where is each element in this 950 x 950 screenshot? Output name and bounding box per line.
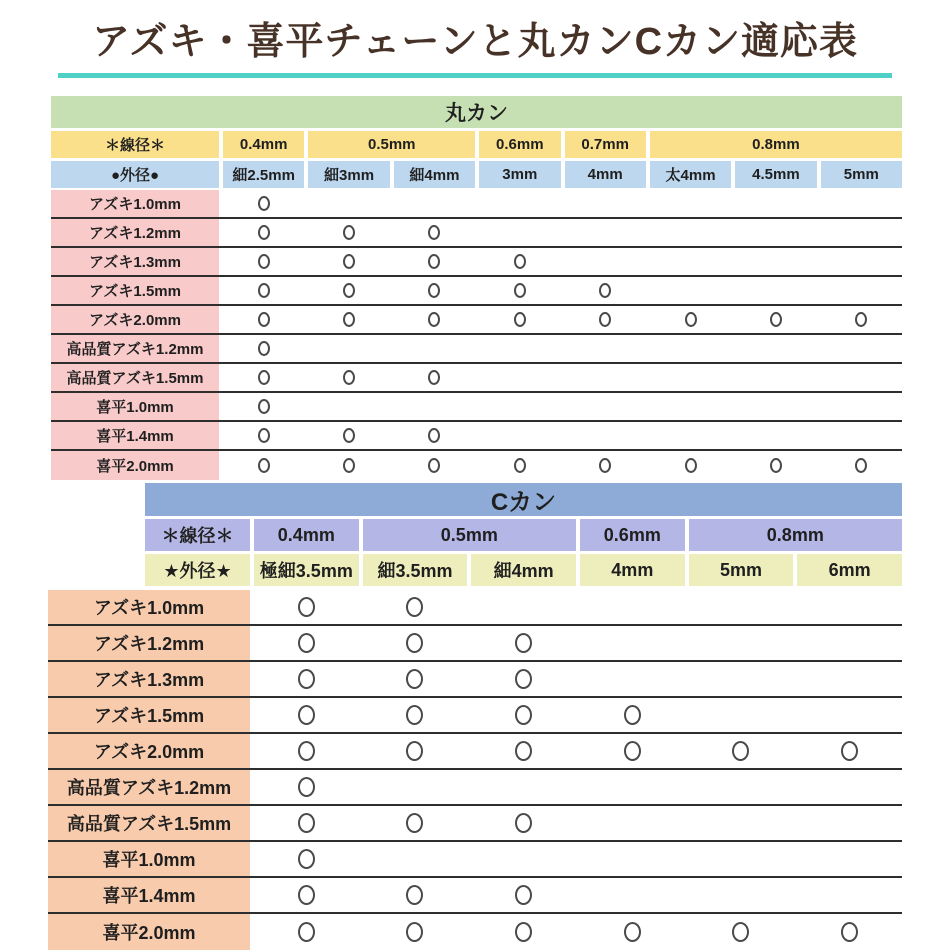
- table-row: [48, 698, 902, 734]
- compat-mark-circle: [406, 597, 423, 617]
- chain-type-label: 高品質アズキ1.5mm: [48, 806, 250, 840]
- compat-cell: [565, 393, 646, 420]
- wire-size-header: 0.6mm: [580, 519, 685, 551]
- compat-mark-circle: [685, 312, 697, 327]
- compat-cell: [580, 698, 685, 732]
- compat-cell: [735, 277, 816, 304]
- compat-cell: [254, 698, 359, 732]
- compat-cell: [689, 806, 794, 840]
- compat-cell: [363, 698, 468, 732]
- wire-size-header: 0.7mm: [565, 131, 646, 158]
- outer-size-header: 4mm: [565, 161, 646, 188]
- table-row: [51, 306, 902, 335]
- compat-mark-circle: [258, 428, 270, 443]
- chain-type-label: アズキ1.3mm: [48, 662, 250, 696]
- compat-cell: [650, 451, 731, 480]
- compat-cell: [254, 914, 359, 950]
- compat-cell: [735, 219, 816, 246]
- wire-size-header: 0.4mm: [223, 131, 304, 158]
- compat-cell: [689, 770, 794, 804]
- table-row: [48, 842, 902, 878]
- compat-cell: [223, 306, 304, 333]
- compat-cell: [735, 248, 816, 275]
- ckan-wire-row: [145, 519, 902, 551]
- compat-cell: [223, 335, 304, 362]
- compat-cell: [223, 393, 304, 420]
- compat-cell: [471, 770, 576, 804]
- compat-cell: [254, 590, 359, 624]
- table-row: [48, 734, 902, 770]
- compat-mark-circle: [343, 283, 355, 298]
- compat-mark-circle: [514, 254, 526, 269]
- compat-cell: [689, 734, 794, 768]
- compat-cell: [254, 662, 359, 696]
- compat-cell: [797, 806, 902, 840]
- compat-mark-circle: [298, 669, 315, 689]
- compat-mark-circle: [428, 283, 440, 298]
- chain-type-label: 喜平2.0mm: [51, 451, 219, 480]
- chain-type-label: 喜平1.4mm: [51, 422, 219, 449]
- compat-cell: [308, 277, 389, 304]
- compat-mark-circle: [515, 813, 532, 833]
- compat-mark-circle: [406, 669, 423, 689]
- compat-cell: [479, 364, 560, 391]
- compat-mark-circle: [770, 458, 782, 473]
- compat-mark-circle: [258, 341, 270, 356]
- table-row: [51, 190, 902, 219]
- compat-cell: [565, 277, 646, 304]
- chain-type-label: 喜平1.0mm: [48, 842, 250, 876]
- compat-mark-circle: [298, 849, 315, 869]
- table-row: [51, 219, 902, 248]
- compat-cell: [308, 306, 389, 333]
- compat-mark-circle: [258, 370, 270, 385]
- compat-mark-circle: [298, 633, 315, 653]
- outer-size-header: 3mm: [479, 161, 560, 188]
- compat-cell: [308, 451, 389, 480]
- compat-mark-circle: [343, 370, 355, 385]
- compat-cell: [565, 335, 646, 362]
- compat-mark-circle: [258, 196, 270, 211]
- outer-size-header: 細4mm: [471, 554, 576, 586]
- compat-cell: [308, 248, 389, 275]
- compat-mark-circle: [343, 225, 355, 240]
- compat-mark-circle: [624, 741, 641, 761]
- compat-cell: [797, 590, 902, 624]
- table-row: [51, 393, 902, 422]
- compat-cell: [471, 734, 576, 768]
- compat-cell: [471, 590, 576, 624]
- table-row: [48, 914, 902, 950]
- marukan-outer-row: [51, 161, 902, 188]
- compat-cell: [254, 626, 359, 660]
- compat-cell: [580, 734, 685, 768]
- compat-cell: [254, 770, 359, 804]
- compat-cell: [394, 248, 475, 275]
- compat-cell: [565, 190, 646, 217]
- compat-cell: [650, 219, 731, 246]
- compat-cell: [223, 364, 304, 391]
- compat-mark-circle: [406, 633, 423, 653]
- compat-cell: [394, 219, 475, 246]
- compat-mark-circle: [514, 312, 526, 327]
- outer-size-header: 極細3.5mm: [254, 554, 359, 586]
- compat-cell: [308, 335, 389, 362]
- chain-type-label: 喜平2.0mm: [48, 914, 250, 950]
- compat-cell: [565, 219, 646, 246]
- compat-cell: [797, 734, 902, 768]
- table-row: [51, 248, 902, 277]
- compat-cell: [223, 248, 304, 275]
- compat-mark-circle: [298, 705, 315, 725]
- compat-cell: [363, 842, 468, 876]
- table-row: [48, 626, 902, 662]
- outer-size-header: 細2.5mm: [223, 161, 304, 188]
- compat-cell: [821, 451, 902, 480]
- compat-cell: [394, 451, 475, 480]
- compat-cell: [479, 422, 560, 449]
- compat-cell: [580, 842, 685, 876]
- compat-cell: [735, 190, 816, 217]
- compat-cell: [479, 277, 560, 304]
- compat-cell: [797, 662, 902, 696]
- compat-mark-circle: [298, 741, 315, 761]
- compat-cell: [479, 306, 560, 333]
- compat-cell: [479, 335, 560, 362]
- compat-cell: [650, 335, 731, 362]
- compat-mark-circle: [732, 922, 749, 942]
- outer-size-header: 6mm: [797, 554, 902, 586]
- compat-cell: [821, 219, 902, 246]
- compat-mark-circle: [855, 458, 867, 473]
- compat-cell: [479, 219, 560, 246]
- compat-cell: [580, 626, 685, 660]
- compat-cell: [821, 248, 902, 275]
- compat-cell: [580, 914, 685, 950]
- compat-mark-circle: [298, 885, 315, 905]
- marukan-wire-row: [51, 131, 902, 158]
- compat-mark-circle: [406, 705, 423, 725]
- compat-cell: [363, 626, 468, 660]
- compat-mark-circle: [599, 312, 611, 327]
- compat-cell: [580, 662, 685, 696]
- compat-cell: [821, 364, 902, 391]
- compat-mark-circle: [406, 741, 423, 761]
- compat-cell: [689, 590, 794, 624]
- compat-mark-circle: [298, 597, 315, 617]
- compat-cell: [580, 878, 685, 912]
- compat-mark-circle: [406, 885, 423, 905]
- compat-cell: [471, 806, 576, 840]
- chain-type-label: 高品質アズキ1.5mm: [51, 364, 219, 391]
- compat-mark-circle: [514, 458, 526, 473]
- wire-size-header: 0.8mm: [689, 519, 902, 551]
- compat-cell: [223, 451, 304, 480]
- compat-cell: [565, 451, 646, 480]
- compat-cell: [223, 422, 304, 449]
- compat-cell: [479, 393, 560, 420]
- compat-mark-circle: [428, 458, 440, 473]
- compat-mark-circle: [258, 225, 270, 240]
- compat-cell: [254, 734, 359, 768]
- compat-mark-circle: [406, 813, 423, 833]
- compat-mark-circle: [841, 922, 858, 942]
- chain-type-label: アズキ2.0mm: [48, 734, 250, 768]
- outer-diameter-label: ●外径●: [51, 161, 219, 188]
- compat-cell: [797, 698, 902, 732]
- compat-cell: [565, 422, 646, 449]
- chain-type-label: アズキ1.2mm: [48, 626, 250, 660]
- outer-size-header: 太4mm: [650, 161, 731, 188]
- compat-mark-circle: [855, 312, 867, 327]
- compat-mark-circle: [298, 813, 315, 833]
- compat-cell: [821, 190, 902, 217]
- compat-mark-circle: [515, 922, 532, 942]
- compat-cell: [254, 878, 359, 912]
- compat-cell: [479, 451, 560, 480]
- compat-mark-circle: [428, 312, 440, 327]
- table-row: [51, 364, 902, 393]
- wire-size-header: 0.4mm: [254, 519, 359, 551]
- outer-size-header: 4mm: [580, 554, 685, 586]
- compat-cell: [394, 393, 475, 420]
- compat-cell: [363, 914, 468, 950]
- page-title: アズキ・喜平チェーンと丸カンCカン適応表: [58, 17, 892, 78]
- compat-cell: [650, 364, 731, 391]
- compat-cell: [223, 219, 304, 246]
- compat-mark-circle: [298, 922, 315, 942]
- compat-mark-circle: [298, 777, 315, 797]
- chain-type-label: アズキ1.0mm: [48, 590, 250, 624]
- compat-cell: [394, 422, 475, 449]
- compat-cell: [821, 277, 902, 304]
- compat-cell: [650, 306, 731, 333]
- compat-cell: [254, 842, 359, 876]
- table-row: [51, 451, 902, 480]
- title-wrap: [0, 0, 950, 78]
- compat-cell: [308, 190, 389, 217]
- compat-cell: [394, 306, 475, 333]
- chain-type-label: 喜平1.0mm: [51, 393, 219, 420]
- compat-cell: [308, 364, 389, 391]
- compat-cell: [650, 277, 731, 304]
- compat-cell: [689, 842, 794, 876]
- compat-cell: [471, 914, 576, 950]
- compat-cell: [565, 306, 646, 333]
- chain-type-label: アズキ1.5mm: [51, 277, 219, 304]
- compat-cell: [580, 806, 685, 840]
- outer-size-header: 5mm: [821, 161, 902, 188]
- chain-type-label: アズキ1.5mm: [48, 698, 250, 732]
- compat-mark-circle: [515, 633, 532, 653]
- compat-mark-circle: [258, 458, 270, 473]
- compat-cell: [394, 190, 475, 217]
- compat-mark-circle: [515, 885, 532, 905]
- compat-mark-circle: [514, 283, 526, 298]
- compat-cell: [735, 451, 816, 480]
- compat-cell: [689, 662, 794, 696]
- compat-cell: [735, 306, 816, 333]
- compat-mark-circle: [343, 428, 355, 443]
- compat-cell: [689, 626, 794, 660]
- chain-type-label: アズキ2.0mm: [51, 306, 219, 333]
- table-row: [51, 277, 902, 306]
- wire-size-header: 0.8mm: [650, 131, 902, 158]
- table-row: [48, 770, 902, 806]
- table-row: [48, 590, 902, 626]
- compat-cell: [363, 878, 468, 912]
- compat-mark-circle: [428, 254, 440, 269]
- compat-cell: [650, 190, 731, 217]
- ckan-table-title: Cカン: [145, 483, 902, 516]
- compat-mark-circle: [515, 705, 532, 725]
- compat-mark-circle: [406, 922, 423, 942]
- compat-cell: [797, 770, 902, 804]
- compat-cell: [580, 590, 685, 624]
- table-row: [48, 878, 902, 914]
- compat-cell: [471, 626, 576, 660]
- wire-size-header: 0.5mm: [363, 519, 576, 551]
- marukan-table-title: 丸カン: [51, 96, 902, 128]
- compat-cell: [363, 734, 468, 768]
- compat-cell: [650, 422, 731, 449]
- compat-cell: [821, 306, 902, 333]
- compat-cell: [363, 770, 468, 804]
- compat-cell: [471, 662, 576, 696]
- compat-cell: [223, 190, 304, 217]
- compat-cell: [797, 878, 902, 912]
- compat-cell: [471, 842, 576, 876]
- compat-cell: [479, 248, 560, 275]
- compat-cell: [363, 662, 468, 696]
- compat-cell: [308, 393, 389, 420]
- outer-diameter-label: ★外径★: [145, 554, 250, 586]
- compat-cell: [797, 626, 902, 660]
- chain-type-label: アズキ1.2mm: [51, 219, 219, 246]
- wire-size-header: 0.6mm: [479, 131, 560, 158]
- compat-cell: [689, 698, 794, 732]
- compat-mark-circle: [258, 312, 270, 327]
- compat-cell: [308, 219, 389, 246]
- table-row: [51, 335, 902, 364]
- ckan-table: [48, 483, 902, 950]
- compat-cell: [689, 878, 794, 912]
- compat-mark-circle: [732, 741, 749, 761]
- chain-type-label: アズキ1.0mm: [51, 190, 219, 217]
- compat-mark-circle: [343, 254, 355, 269]
- compat-cell: [735, 335, 816, 362]
- compat-mark-circle: [258, 399, 270, 414]
- outer-size-header: 細3.5mm: [363, 554, 468, 586]
- compat-cell: [254, 806, 359, 840]
- chain-type-label: アズキ1.3mm: [51, 248, 219, 275]
- compat-mark-circle: [258, 283, 270, 298]
- table-row: [48, 806, 902, 842]
- outer-size-header: 4.5mm: [735, 161, 816, 188]
- compat-mark-circle: [685, 458, 697, 473]
- chain-type-label: 高品質アズキ1.2mm: [48, 770, 250, 804]
- compat-cell: [650, 393, 731, 420]
- compat-cell: [479, 190, 560, 217]
- compat-mark-circle: [624, 705, 641, 725]
- compat-mark-circle: [258, 254, 270, 269]
- marukan-table: [51, 96, 902, 480]
- compat-cell: [363, 590, 468, 624]
- compat-mark-circle: [515, 741, 532, 761]
- wire-diameter-label: ＊線径＊: [51, 131, 219, 158]
- compat-cell: [797, 842, 902, 876]
- compat-cell: [308, 422, 389, 449]
- chain-type-label: 喜平1.4mm: [48, 878, 250, 912]
- compat-mark-circle: [841, 741, 858, 761]
- compat-cell: [223, 277, 304, 304]
- compat-mark-circle: [599, 458, 611, 473]
- compat-mark-circle: [343, 312, 355, 327]
- outer-size-header: 細3mm: [308, 161, 389, 188]
- compat-cell: [689, 914, 794, 950]
- compat-mark-circle: [428, 225, 440, 240]
- wire-size-header: 0.5mm: [308, 131, 475, 158]
- compat-cell: [565, 248, 646, 275]
- compat-cell: [471, 698, 576, 732]
- compat-cell: [394, 364, 475, 391]
- outer-size-header: 細4mm: [394, 161, 475, 188]
- compat-mark-circle: [343, 458, 355, 473]
- table-row: [48, 662, 902, 698]
- compat-cell: [565, 364, 646, 391]
- compat-cell: [471, 878, 576, 912]
- compat-mark-circle: [624, 922, 641, 942]
- compat-cell: [735, 393, 816, 420]
- compat-cell: [821, 422, 902, 449]
- compat-cell: [650, 248, 731, 275]
- wire-diameter-label: ＊線径＊: [145, 519, 250, 551]
- ckan-outer-row: [145, 554, 902, 586]
- compat-mark-circle: [599, 283, 611, 298]
- compat-cell: [821, 393, 902, 420]
- compat-cell: [394, 335, 475, 362]
- compat-mark-circle: [770, 312, 782, 327]
- compat-cell: [821, 335, 902, 362]
- compat-cell: [797, 914, 902, 950]
- table-row: [51, 422, 902, 451]
- compat-cell: [580, 770, 685, 804]
- compat-cell: [394, 277, 475, 304]
- chain-type-label: 高品質アズキ1.2mm: [51, 335, 219, 362]
- compat-mark-circle: [428, 370, 440, 385]
- compat-mark-circle: [515, 669, 532, 689]
- compat-cell: [363, 806, 468, 840]
- outer-size-header: 5mm: [689, 554, 794, 586]
- compat-mark-circle: [428, 428, 440, 443]
- compat-cell: [735, 422, 816, 449]
- compat-cell: [735, 364, 816, 391]
